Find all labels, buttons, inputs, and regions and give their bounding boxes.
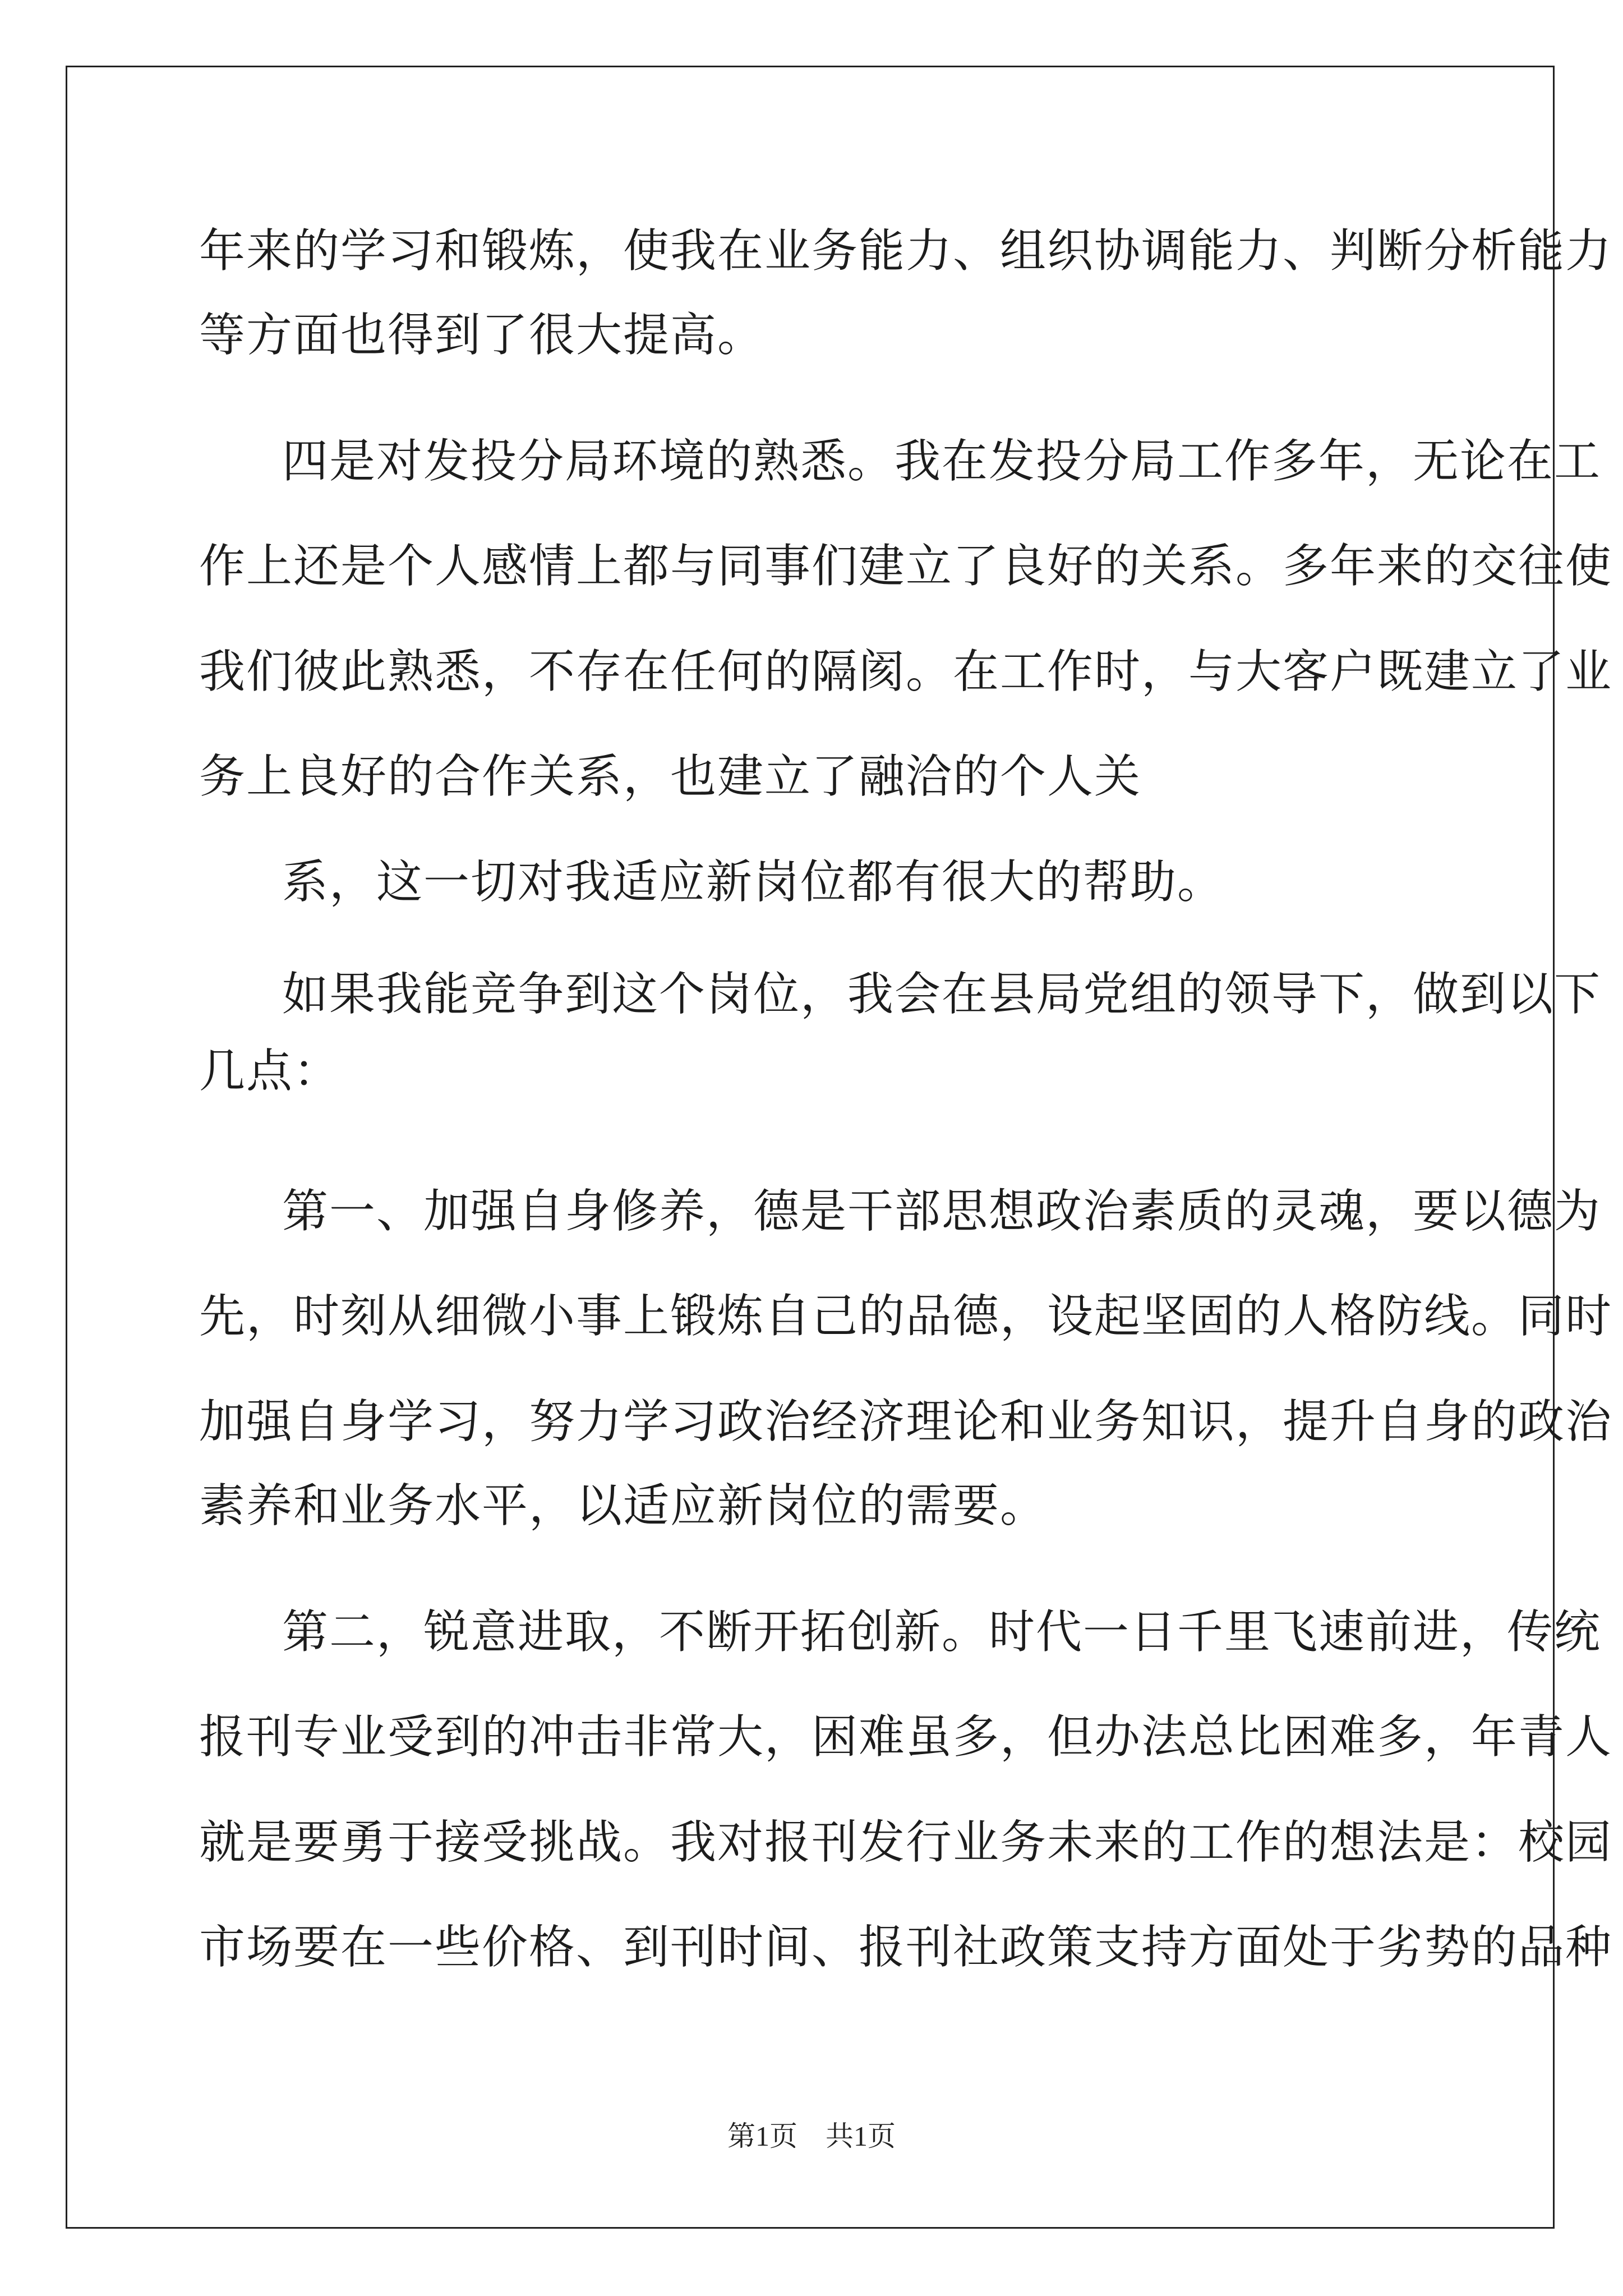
page-number: 第1页 [727,2120,797,2152]
page-footer [0,2119,1623,2153]
text-line: 市场要在一些价格、到刊时间、报刊社政策支持方面处于劣势的品种 [199,1921,1613,1974]
text-line: 我们彼此熟悉，不存在任何的隔阂。在工作时，与大客户既建立了业 [199,645,1613,698]
text-line: 第二，锐意进取，不断开拓创新。时代一日千里飞速前进，传统 [282,1605,1602,1659]
text-line: 先，时刻从细微小事上锻炼自己的品德，设起坚固的人格防线。同时 [199,1290,1613,1343]
text-line: 报刊专业受到的冲击非常大，困难虽多，但办法总比困难多，年青人 [199,1710,1613,1764]
text-line: 等方面也得到了很大提高。 [199,309,765,362]
text-line: 作上还是个人感情上都与同事们建立了良好的关系。多年来的交往使 [199,540,1613,593]
text-line: 几点： [199,1045,341,1098]
text-line: 第一、加强自身修养，德是干部思想政治素质的灵魂，要以德为 [282,1185,1602,1238]
text-line: 系，这一切对我适应新岗位都有很大的帮助。 [282,855,1225,909]
page-total: 共1页 [826,2120,896,2152]
text-line: 加强自身学习，努力学习政治经济理论和业务知识，提升自身的政治 [199,1395,1613,1448]
text-line: 素养和业务水平，以适应新岗位的需要。 [199,1479,1048,1533]
text-line: 年来的学习和锻炼，使我在业务能力、组织协调能力、判断分析能力 [199,224,1613,278]
text-line: 如果我能竞争到这个岗位，我会在县局党组的领导下，做到以下 [282,968,1602,1021]
text-line: 务上良好的合作关系，也建立了融洽的个人关 [199,750,1142,803]
page-border [66,66,1555,2229]
text-line: 四是对发投分局环境的熟悉。我在发投分局工作多年，无论在工 [282,435,1602,488]
text-line: 就是要勇于接受挑战。我对报刊发行业务未来的工作的想法是：校园 [199,1816,1613,1869]
